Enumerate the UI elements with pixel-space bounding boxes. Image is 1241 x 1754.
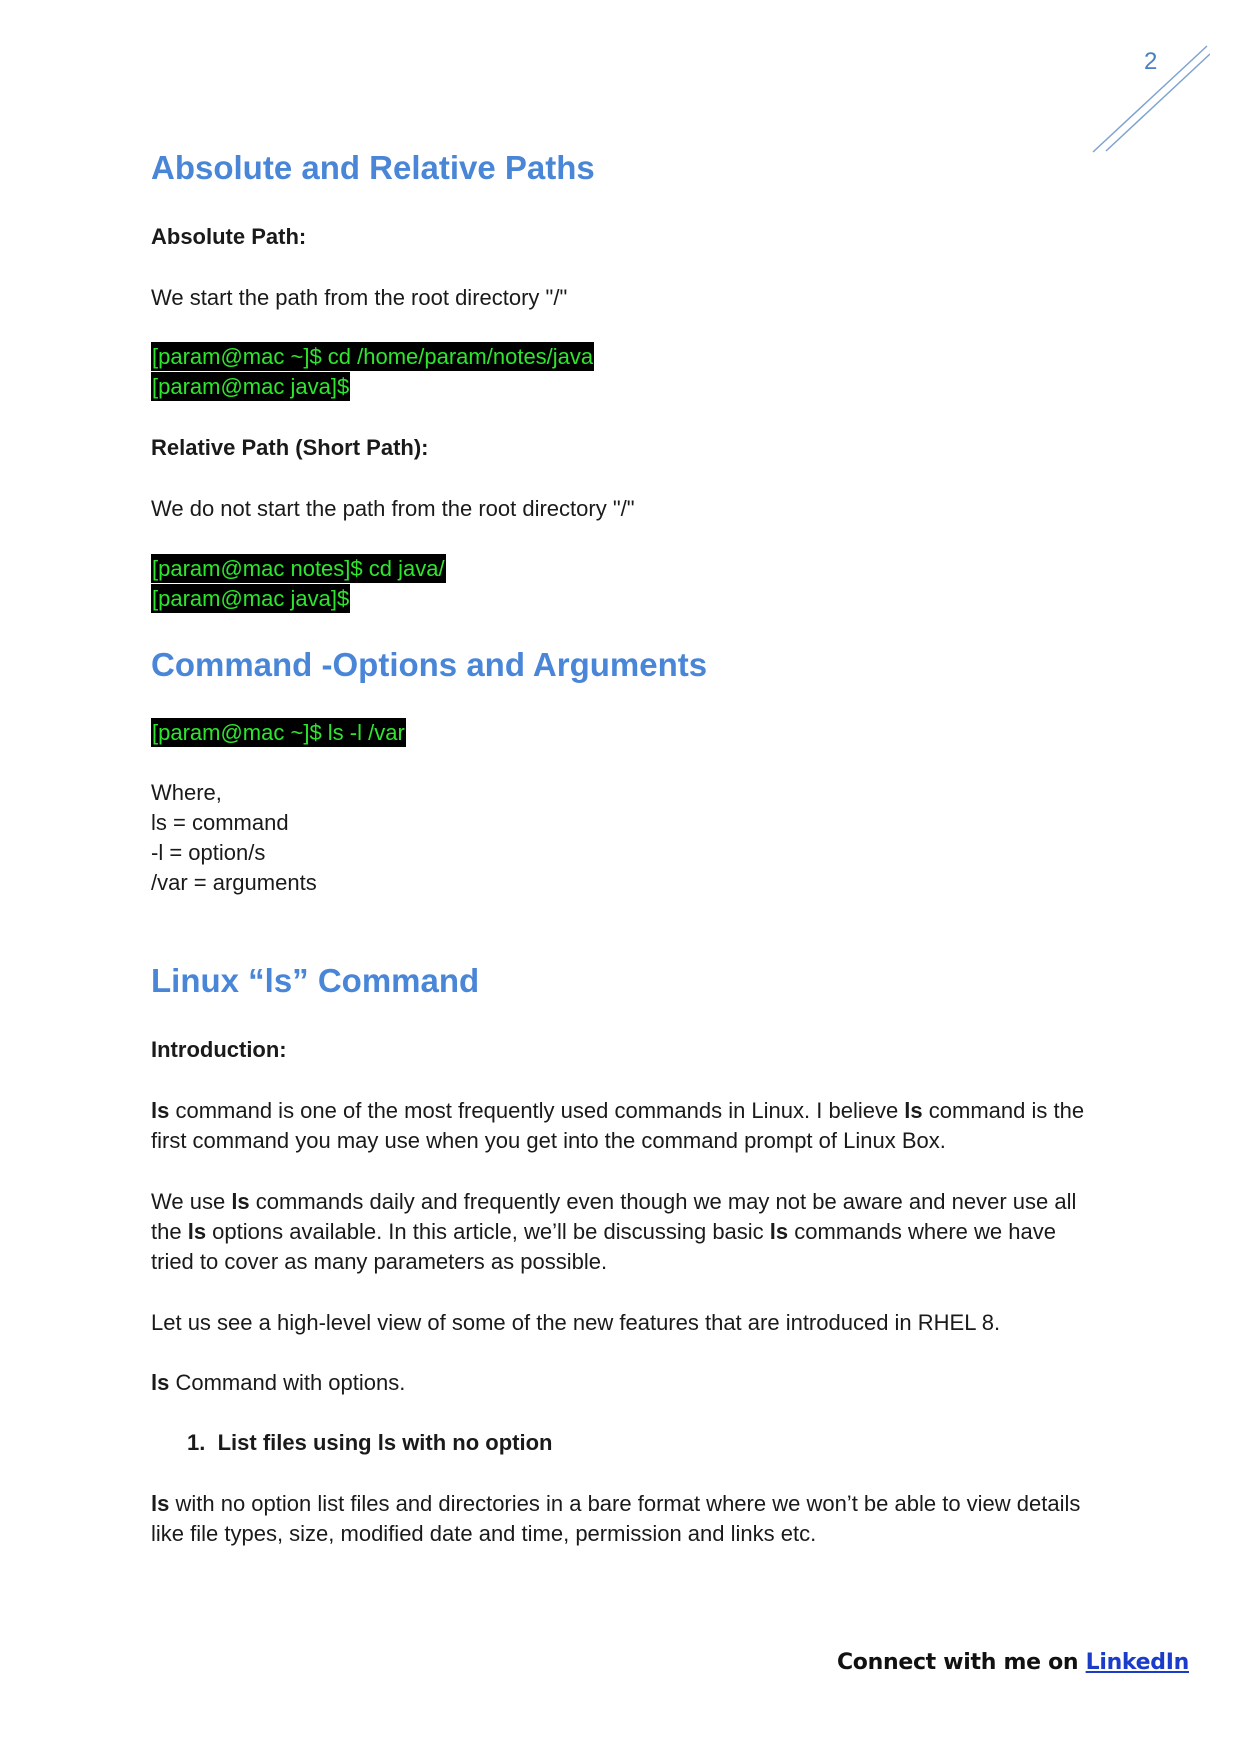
section-title-ls: Linux “ls” Command (151, 962, 480, 999)
no-option-paragraph: ls with no option list files and directories in a bare format where we won’t be able to view details like file types, size, modified date and time, permission and links etc. (151, 1491, 1081, 1546)
relative-path-text: We do not start the path from the root directory "/" (151, 496, 635, 521)
terminal-line: [param@mac java]$ (152, 374, 350, 399)
where-label: Where, (151, 780, 222, 805)
terminal-line: [param@mac ~]$ cd /home/param/notes/java (152, 344, 594, 369)
terminal-line: [param@mac java]$ (152, 586, 350, 611)
linkedin-link[interactable]: LinkedIn (1085, 1650, 1189, 1675)
definition-item: -l = option/s (151, 840, 266, 865)
absolute-path-text: We start the path from the root directory "/" (151, 285, 568, 310)
section-title-paths: Absolute and Relative Paths (151, 149, 595, 186)
footer-linkedin: Connect with me on LinkedIn (836, 1650, 1189, 1675)
absolute-path-heading: Absolute Path: (151, 224, 307, 249)
usage-paragraph: We use ls commands daily and frequently even though we may not be aware and never use all the ls options available. In this article, we’ll be discussing basic ls commands where we have tried to cover as many parameters as possible. (151, 1189, 1077, 1274)
rhel-paragraph: Let us see a high-level view of some of the new features that are introduced in RHEL 8. (151, 1310, 1001, 1335)
page-number: 2 (1144, 48, 1158, 75)
definitions-list (151, 778, 317, 898)
definition-item: ls = command (151, 810, 289, 835)
numbered-list-item: 1. List files using ls with no option (187, 1430, 553, 1455)
intro-paragraph: ls command is one of the most frequently used commands in Linux. I believe ls command is the first command you may use when you get into the command prompt of Linux Box. (151, 1098, 1085, 1153)
section-title-command: Command -Options and Arguments (151, 646, 708, 683)
options-paragraph: ls Command with options. (151, 1370, 406, 1395)
corner-decoration (1090, 40, 1210, 155)
relative-path-heading: Relative Path (Short Path): (151, 435, 429, 460)
definition-item: /var = arguments (151, 870, 317, 895)
terminal-line: [param@mac ~]$ ls -l /var (152, 720, 405, 745)
terminal-line: [param@mac notes]$ cd java/ (152, 556, 445, 581)
introduction-heading: Introduction: (151, 1037, 287, 1062)
